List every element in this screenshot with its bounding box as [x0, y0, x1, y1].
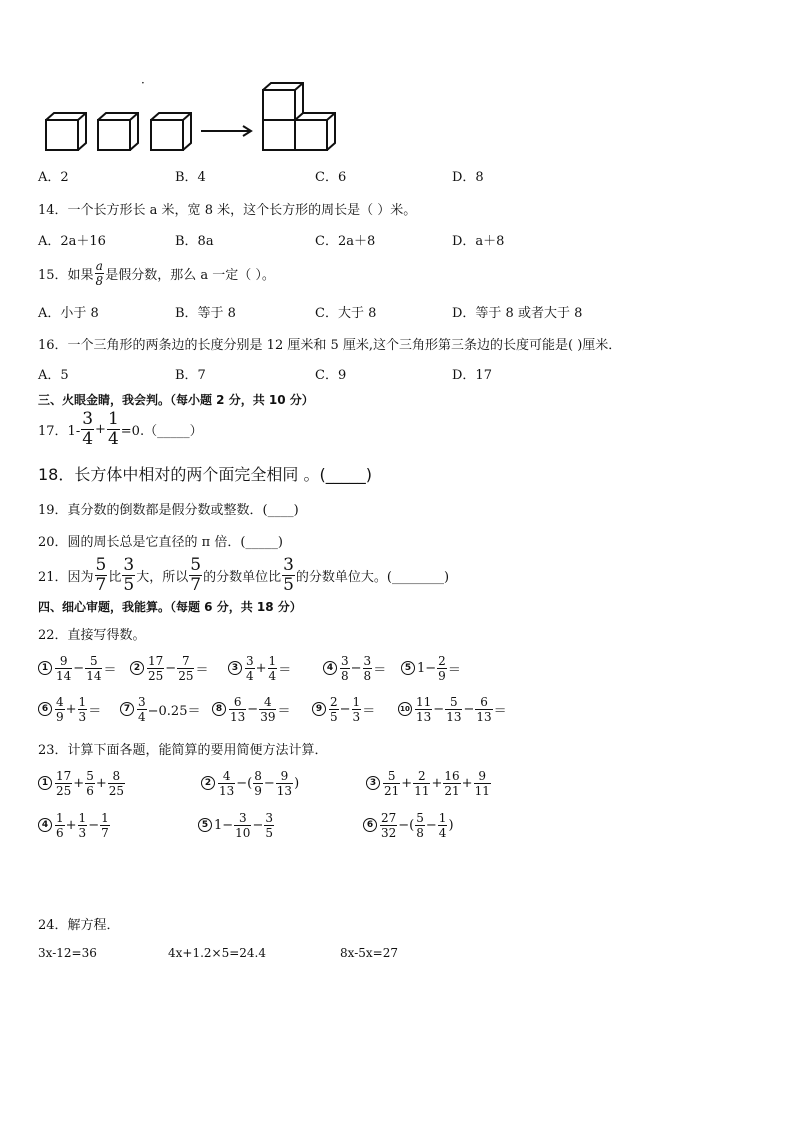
q21-frac-1-num: 5 — [95, 554, 107, 575]
q15-frac-den: 8 — [95, 273, 104, 288]
q17-frac-1-den: 4 — [82, 428, 94, 449]
q22-row-2 — [38, 690, 507, 728]
q17-frac-1 — [81, 408, 94, 449]
q15-option-b[interactable]: B．等于 8 — [175, 306, 236, 321]
q21-text-3: 大，所以 — [136, 569, 189, 585]
q21-frac-2 — [122, 554, 135, 595]
q22-item-5: 5 1− $\frac{2}{9}$ ＝ — [401, 655, 461, 682]
q15-option-a[interactable]: A．小于 8 — [38, 306, 99, 321]
q22-item-10: 10 $\frac{11}{13}$ − $\frac{5}{13}$ − $\frac{6}{13}$ ＝ — [398, 696, 507, 723]
circled-4: 4 — [323, 661, 337, 675]
stray-dot: · — [141, 76, 145, 90]
q18-question: 18．长方体中相对的两个面完全相同 。(_____) — [38, 465, 372, 484]
q17-frac-2-den: 4 — [107, 428, 119, 449]
q21-question — [38, 556, 449, 594]
q14-question: 14．一个长方形长 a 米，宽 8 米，这个长方形的周长是（ ）米。 — [38, 203, 417, 218]
q13-option-a[interactable]: A．2 — [38, 170, 69, 185]
q21-text-1: 21．因为 — [38, 569, 94, 585]
q24-equation-2: 4x+1.2×5=24.4 — [168, 946, 267, 960]
q17-prefix: 17．1- — [38, 423, 81, 439]
q15-option-c[interactable]: C．大于 8 — [315, 306, 377, 321]
q23-row-2 — [38, 805, 454, 845]
q22-title: 22．直接写得数。 — [38, 628, 146, 643]
q17-frac-2 — [107, 408, 120, 449]
q16-option-b[interactable]: B．7 — [175, 368, 206, 383]
q15-suffix: 是假分数，那么 a 一定（ ）。 — [105, 267, 275, 283]
q15-question — [38, 258, 275, 288]
circled-7: 7 — [120, 702, 134, 716]
q15-frac-num: a — [95, 258, 103, 273]
q23-item-5: 5 1− $\frac{3}{10}$ − $\frac{3}{5}$ — [198, 812, 363, 839]
q23-item-1: 1 $\frac{17}{25}$ + $\frac{5}{6}$ + $\frac{8}{25}$ — [38, 770, 201, 797]
q21-frac-4-den: 5 — [283, 574, 294, 595]
cube-figure — [38, 78, 348, 156]
q19-question: 19．真分数的倒数都是假分数或整数．(____) — [38, 503, 299, 518]
circled-3: 3 — [366, 776, 380, 790]
q23-title: 23．计算下面各题，能简算的要用简便方法计算． — [38, 743, 328, 758]
q21-frac-3 — [189, 554, 202, 595]
q21-text-2: 比 — [108, 569, 122, 585]
q14-option-d[interactable]: D．a＋8 — [452, 234, 505, 249]
q22-item-8: 8 $\frac{6}{13}$ − $\frac{4}{39}$ ＝ — [212, 696, 312, 723]
q23-item-6: 6 $\frac{27}{32}$ −( $\frac{5}{8}$ − $\frac{1}{4}$ ) — [363, 812, 454, 839]
section-4-heading: 四、细心审题，我能算。（每题 6 分，共 18 分） — [38, 600, 302, 614]
q21-frac-3-num: 5 — [190, 554, 202, 575]
q20-question: 20．圆的周长总是它直径的 π 倍．(_____) — [38, 535, 283, 550]
q22-item-2: 2 $\frac{17}{25}$ − $\frac{7}{25}$ ＝ — [130, 655, 228, 682]
q13-option-d[interactable]: D．8 — [452, 170, 484, 185]
q23-item-3: 3 $\frac{5}{21}$ + $\frac{2}{11}$ + $\frac{16}{21}$ + $\frac{9}{11}$ — [366, 770, 492, 797]
q21-text-4: 的分数单位比 — [203, 569, 282, 585]
q15-prefix: 15．如果 — [38, 267, 94, 283]
circled-5: 5 — [198, 818, 212, 832]
q24-title: 24．解方程． — [38, 918, 120, 933]
q17-frac-2-num: 1 — [107, 408, 119, 429]
q22-row-1 — [38, 649, 461, 687]
q14-option-a[interactable]: A．2a＋16 — [38, 234, 106, 249]
q15-option-d[interactable]: D．等于 8 或者大于 8 — [452, 306, 583, 321]
circled-6: 6 — [38, 702, 52, 716]
q22-item-1: 1 $\frac{9}{14}$ − $\frac{5}{14}$ ＝ — [38, 655, 130, 682]
q16-option-a[interactable]: A．5 — [38, 368, 69, 383]
q21-frac-2-den: 5 — [123, 574, 135, 595]
q17-question — [38, 410, 203, 448]
circled-2: 2 — [201, 776, 215, 790]
q13-option-b[interactable]: B．4 — [175, 170, 206, 185]
circled-1: 1 — [38, 776, 52, 790]
circled-5: 5 — [401, 661, 415, 675]
q22-item-6: 6 $\frac{4}{9}$ + $\frac{1}{3}$ ＝ — [38, 696, 120, 723]
q21-frac-4 — [282, 554, 295, 595]
q22-item-9: 9 $\frac{2}{5}$ − $\frac{1}{3}$ ＝ — [312, 696, 398, 723]
q17-plus: + — [95, 421, 106, 437]
q24-equation-1: 3x-12=36 — [38, 946, 97, 960]
q14-option-b[interactable]: B．8a — [175, 234, 214, 249]
q21-frac-3-den: 7 — [190, 574, 202, 595]
q15-fraction — [95, 260, 105, 287]
q23-item-2: 2 $\frac{4}{13}$ −( $\frac{8}{9}$ − $\frac{9}{13}$ ) — [201, 770, 366, 797]
q14-option-c[interactable]: C．2a＋8 — [315, 234, 376, 249]
q23-row-1 — [38, 763, 492, 803]
q22-item-7: 7 $\frac{3}{4}$ −0.25＝ — [120, 696, 212, 723]
q21-frac-2-num: 3 — [123, 554, 135, 575]
circled-8: 8 — [212, 702, 226, 716]
q22-item-4: 4 $\frac{3}{8}$ − $\frac{3}{8}$ ＝ — [323, 655, 401, 682]
q13-option-c[interactable]: C．6 — [315, 170, 347, 185]
q16-option-d[interactable]: D．17 — [452, 368, 492, 383]
q17-suffix: =0.（_____） — [120, 423, 203, 439]
circled-9: 9 — [312, 702, 326, 716]
q21-frac-1-den: 7 — [95, 574, 107, 595]
q21-frac-1 — [95, 554, 108, 595]
circled-2: 2 — [130, 661, 144, 675]
section-3-heading: 三、火眼金睛，我会判。（每小题 2 分，共 10 分） — [38, 393, 314, 407]
q16-option-c[interactable]: C．9 — [315, 368, 347, 383]
q16-question: 16．一个三角形的两条边的长度分别是 12 厘米和 5 厘米,这个三角形第三条边的长度可能是( )厘米． — [38, 338, 622, 353]
circled-10: 10 — [398, 702, 412, 716]
q21-text-5: 的分数单位大。(________) — [295, 569, 450, 585]
circled-6: 6 — [363, 818, 377, 832]
q22-item-3: 3 $\frac{3}{4}$ + $\frac{1}{4}$ ＝ — [228, 655, 323, 682]
q21-frac-4-num: 3 — [283, 554, 294, 575]
q24-equation-3: 8x-5x=27 — [340, 946, 398, 960]
q17-frac-1-num: 3 — [82, 408, 94, 429]
q23-item-4: 4 $\frac{1}{6}$ + $\frac{1}{3}$ − $\frac{1}{7}$ — [38, 812, 198, 839]
circled-4: 4 — [38, 818, 52, 832]
circled-1: 1 — [38, 661, 52, 675]
circled-3: 3 — [228, 661, 242, 675]
